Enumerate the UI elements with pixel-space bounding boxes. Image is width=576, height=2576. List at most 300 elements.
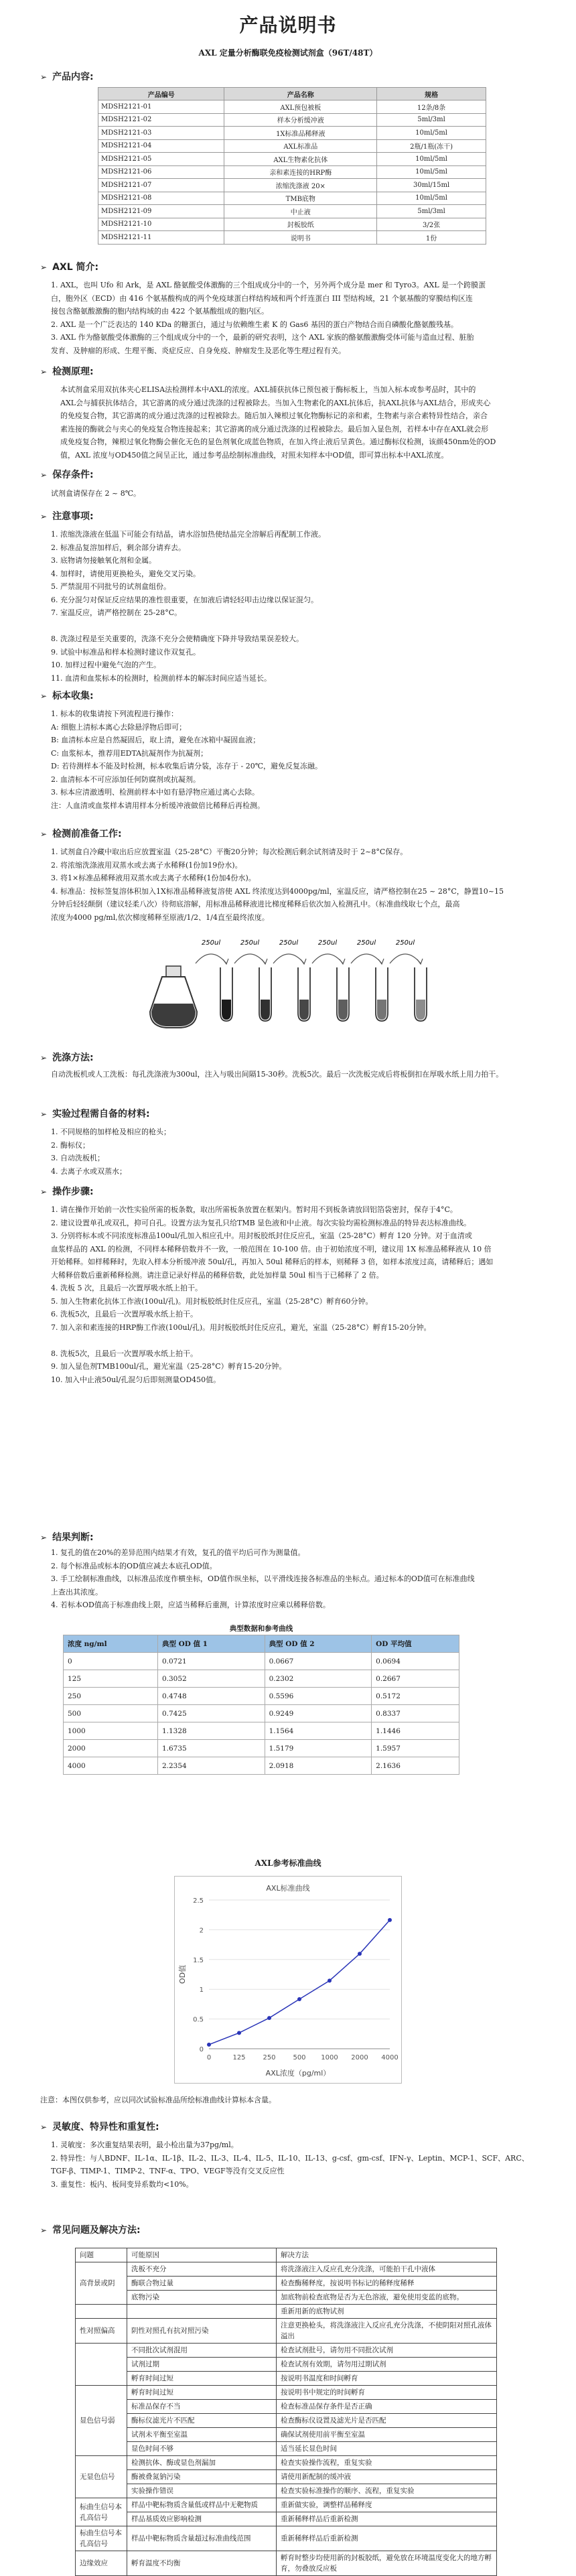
- test-tube-icon: [351, 954, 388, 1021]
- troubleshooting-cell: 检查标准品保存条件是否正确: [277, 2400, 497, 2414]
- product-table-cell: 亲和素连接的HRP酶: [224, 165, 377, 179]
- troubleshooting-cell: 按说明书中规定的时间孵育: [277, 2386, 497, 2400]
- intro-items-line: 2. AXL 是一个广泛表达的 140 KDa 的糖蛋白，通过与依赖维生素 K 的 Gas6 基因的蛋白产物结合而自磷酸化酪氨酸残基。: [51, 320, 458, 329]
- product-table: [98, 87, 486, 245]
- sample-items-line: B: 血清标本应是自然凝固后，取上清，避免在冰箱中凝固血液；: [51, 736, 261, 744]
- troubleshooting-cell: 样品基质效应影响检测: [127, 2512, 277, 2526]
- troubleshooting-problem-cell: [76, 2344, 127, 2386]
- product-table-cell: 样本分析缓冲液: [224, 113, 377, 127]
- table-row: [76, 2498, 497, 2512]
- section-heading-principle: ➢ 检测原理:: [40, 366, 94, 377]
- troubleshooting-cell: 重新做实验，调整样品稀释度: [277, 2498, 497, 2512]
- principle-lines-line: 成免疫复合物，辣根过氧化物酶会催化无色的显色剂氧化成蓝色物质，在加入终止液后呈黄色。通过酶标仪检测，该颜450nm处的OD: [60, 437, 496, 446]
- intro-items-line: 1. AXL，也叫 Ufo 和 Ark，是 AXL 酪氨酸受体激酶的三个组成成分中的一个，另外两个成分是 mer 和 Tyro3。AXL 是一个跨膜蛋: [51, 281, 486, 289]
- table-row: [98, 192, 486, 205]
- table-row: [64, 1757, 459, 1775]
- x-tick-label: 125: [232, 2054, 246, 2061]
- x-tick-label: 0: [206, 2054, 212, 2061]
- product-table-cell: 30ml/15ml: [377, 179, 486, 192]
- product-table-cell: 10ml/5ml: [377, 165, 486, 179]
- principle-lines-line: 本试剂盒采用双抗体夹心ELISA法检测样本中AXL的浓度。AXL捕获抗体已预包被于酶标板上，当加入标本或参考品时，其中的: [60, 385, 476, 394]
- troubleshooting-cell: 确保试剂使用前平衡至室温: [277, 2428, 497, 2442]
- notes-items-line: 8. 洗涤过程是至关重要的，洗涤不充分会使精确度下降并导致结果误差较大。: [51, 634, 303, 643]
- product-table-cell: 12条/8条: [377, 100, 486, 114]
- steps-items-line: 6. 洗板5次，且最后一次置厚吸水纸上拍干。: [51, 1310, 198, 1318]
- materials-items-line: 3. 自动洗板机；: [51, 1154, 104, 1162]
- results-items-line: 2. 每个标准品或标本的OD值应减去本底孔OD值。: [51, 1561, 217, 1570]
- data-point: [267, 2016, 271, 2020]
- transfer-volume-label: 250ul: [356, 939, 376, 947]
- intro-items-line: 白，胞外区（ECD）由 416 个氨基酸构成的两个免疫球蛋白样结构域和两个纤连蛋白 III 型结构域，21 个氨基酸的穿膜结构区连: [51, 293, 473, 303]
- section-heading-contents: ➢ 产品内容:: [40, 72, 94, 82]
- arrow-bullet-icon: ➢: [40, 2122, 48, 2132]
- prep-items-line: 4. 标准品：按标签复溶体积加入1X标准品稀释液复溶使 AXL 终浓度达到4000pg/ml，室温反应，请严格控制在25 ~ 28°C，静置10~15: [51, 886, 504, 896]
- troubleshooting-cell: 试剂未平衡至室温: [127, 2428, 277, 2442]
- troubleshooting-cell: 底物污染: [127, 2291, 277, 2305]
- prep-list: [51, 845, 547, 924]
- prep-items-line: 3. 将1×标准品稀释液用双蒸水或去离子水稀释(1份加4份水)。: [51, 874, 256, 882]
- troubleshooting-cell: 显色时间不够: [127, 2442, 277, 2456]
- product-table-cell: AXL预包被板: [224, 100, 377, 114]
- transfer-volume-label: 250ul: [240, 939, 260, 947]
- intro-items-line: 接包含酪氨酸激酶的胞内结构域的由 422 个氨基酸组成的胞内区。: [51, 307, 269, 316]
- performance-items-line: TGF-β、TIMP-1、TIMP-2、TNF-α、TPO、VEGF等没有交叉反应性: [51, 2167, 285, 2175]
- x-tick-label: 250: [263, 2054, 276, 2061]
- troubleshooting-problem-cell: 性对照偏高: [76, 2319, 127, 2344]
- reference-table-cell: 0.0721: [157, 1653, 265, 1670]
- test-tube-icon: [312, 954, 349, 1021]
- troubleshooting-cell: 孵育时间过短: [127, 2372, 277, 2386]
- transfer-arrow-icon: [196, 954, 226, 963]
- product-table-cell: 1X标准品稀释液: [224, 127, 377, 140]
- section-heading-steps: ➢ 操作步骤:: [40, 1187, 94, 1197]
- troubleshooting-cell: 重新用新的底物试剂: [277, 2305, 497, 2319]
- y-tick-label: 0.5: [193, 2016, 204, 2024]
- test-tube-icon: [234, 954, 271, 1021]
- test-tube-icon: [390, 954, 427, 1021]
- y-tick-label: 0: [199, 2046, 204, 2053]
- notes-items-line: [51, 620, 547, 633]
- data-point: [237, 2031, 241, 2035]
- transfer-arrow-icon: [390, 954, 421, 963]
- steps-items-line: 血浆样品的 AXL 的检测，不同样本稀释倍数并不一致，一般范围在 10-100 倍。由于初始浓度不明，建议用 1X 标准品稀释液从 10 倍: [51, 1244, 492, 1253]
- product-table-cell: MDSH2121-10: [98, 218, 224, 231]
- table-row: [98, 100, 486, 114]
- y-tick-label: 1: [199, 1986, 204, 1994]
- table-row: [76, 2400, 497, 2414]
- sample-items-line: 1. 标本的收集请按下列流程进行操作：: [51, 709, 178, 718]
- reference-table-cell: 0.3052: [157, 1670, 265, 1688]
- reference-table-cell: 125: [64, 1670, 158, 1688]
- reference-table-cell: 4000: [64, 1757, 158, 1775]
- principle-paragraph: [60, 383, 556, 462]
- performance-items-line: 2. 特异性：与人BDNF、IL-1α、IL-1β、IL-2、IL-3、IL-4、IL-5、IL-10、IL-13、g-csf、gm-csf、IFN-γ、Leptin、MCP-1、SCF、ARC、: [51, 2153, 529, 2163]
- troubleshooting-cell: 孵育温度不均衡: [127, 2551, 277, 2576]
- arrow-bullet-icon: ➢: [40, 829, 48, 839]
- reference-table-cell: 2.1636: [372, 1757, 459, 1775]
- results-items-line: 4. 若标本OD值高于标准曲线上限，应适当稀释后重测，计算浓度时应乘以稀释倍数。: [51, 1601, 330, 1609]
- troubleshooting-problem-cell: 标曲生信号本孔高信号: [76, 2526, 127, 2551]
- troubleshooting-cell: 实验操作错误: [127, 2484, 277, 2498]
- arrow-bullet-icon: ➢: [40, 263, 48, 272]
- steps-items-line: 5. 加入生物素化抗体工作液(100ul/孔)。用封板胶纸封住反应孔，室温（25-28°C）孵育60分钟。: [51, 1296, 373, 1306]
- arrow-bullet-icon: ➢: [40, 1187, 48, 1197]
- intro-list: [51, 279, 547, 357]
- materials-items-line: 4. 去离子水或双蒸水；: [51, 1166, 127, 1176]
- section-heading-results: ➢ 结果判断:: [40, 1532, 94, 1543]
- document-subtitle: AXL 定量分析酶联免疫检测试剂盒（96T/48T）: [198, 48, 378, 58]
- x-tick-label: 500: [293, 2054, 306, 2061]
- sample-items-line: 3. 标本应清澈透明、检测前样本中如有悬浮物应通过离心去除。: [51, 788, 259, 797]
- transfer-arrow-icon: [273, 954, 304, 963]
- troubleshooting-cell: 检测抗体、酶或显色剂漏加: [127, 2456, 277, 2470]
- reference-table-cell: 0.4748: [157, 1688, 265, 1705]
- steps-items-line: 3. 分别将标本或不同浓度标准品100ul/孔加入相应孔中。用封板胶纸封住反应孔，室温（25-28°C）孵育 120 分钟。对于血清或: [51, 1231, 472, 1240]
- prep-items-line: 1. 试剂盒自冷藏中取出后应放置室温（25-28°C）平衡20分钟；每次检测后剩余试剂请及时于 2~8°C保存。: [51, 848, 408, 856]
- arrow-bullet-icon: ➢: [40, 512, 48, 521]
- results-list: [51, 1546, 547, 1612]
- results-items-line: 3. 手工绘制标准曲线，以标准品浓度作横坐标，OD值作纵坐标，以平滑线连接各标准品的坐标点。通过标本的OD值可在标准曲线: [51, 1574, 475, 1583]
- chart-frame: [175, 1877, 402, 2084]
- troubleshooting-cell: 样品中靶标物质含量低或样品中无靶物质: [127, 2498, 277, 2512]
- troubleshooting-cell: 检查酶标仪设置及滤光片是否匹配: [277, 2414, 497, 2428]
- table-row: [76, 2305, 497, 2319]
- transfer-volume-label: 250ul: [279, 939, 299, 947]
- reference-table-cell: 1.1328: [157, 1722, 265, 1740]
- arrow-bullet-icon: ➢: [40, 1109, 48, 1119]
- data-point: [388, 1918, 392, 1922]
- table-row: [98, 218, 486, 231]
- chart-title: AXL参考标准曲线: [255, 1858, 321, 1868]
- table-row: [64, 1670, 459, 1688]
- principle-lines-line: 的免疫复合物，其它游离的成分通过洗涤的过程被除去。随后加入辣根过氧化物酶标记的亲和素，生物素与亲合素特异性结合，亲合: [60, 411, 488, 420]
- troubleshooting-cell: 试剂过期: [127, 2358, 277, 2372]
- table-row: [76, 2277, 497, 2291]
- section-heading-wash: ➢ 洗涤方法:: [40, 1053, 94, 1063]
- reference-table-cell: 1.6735: [157, 1740, 265, 1757]
- product-table-cell: AXL标准品: [224, 139, 377, 153]
- product-table-cell: 5ml/3ml: [377, 205, 486, 218]
- x-tick-label: 4000: [381, 2054, 399, 2061]
- data-point: [207, 2043, 211, 2047]
- troubleshooting-cell: 洗板不充分: [127, 2262, 277, 2277]
- chart-y-label: OD值: [178, 1964, 187, 1984]
- reference-table-cell: 250: [64, 1688, 158, 1705]
- table-row: [64, 1722, 459, 1740]
- table-row: [98, 165, 486, 179]
- product-table-cell: MDSH2121-01: [98, 100, 224, 114]
- reference-table-cell: 0.5172: [372, 1688, 459, 1705]
- notes-items-line: 3. 底物请勿接触氧化剂和金属。: [51, 556, 156, 565]
- product-table-cell: MDSH2121-08: [98, 192, 224, 205]
- troubleshooting-problem-cell: 边缘效应: [76, 2551, 127, 2576]
- product-table-cell: 10ml/5ml: [377, 127, 486, 140]
- notes-list: [51, 528, 547, 685]
- performance-items-line: 1. 灵敏度：多次重复结果表明，最小检出量为37pg/ml。: [51, 2141, 238, 2149]
- x-tick-label: 2000: [351, 2054, 368, 2061]
- table-row: [76, 2526, 497, 2551]
- table-row: [98, 113, 486, 127]
- product-table-cell: 浓缩洗涤液 20×: [224, 179, 377, 192]
- reference-table-cell: 0.2302: [265, 1670, 372, 1688]
- table-row: [76, 2358, 497, 2372]
- wash-text: 自动洗板机或人工洗板：每孔洗涤液为300ul，注入与吸出间隔15-30秒。洗板5次。最后一次洗板完成后将板倒扣在厚吸水纸上用力拍干。: [51, 1070, 504, 1079]
- transfer-volume-label: 250ul: [201, 939, 221, 947]
- troubleshooting-cell: 酶联合物过量: [127, 2277, 277, 2291]
- steps-items-line: 7. 加入亲和素连接的HRP酶工作液(100ul/孔)。用封板胶纸封住反应孔，避光，室温（25-28°C）孵育15-20分钟。: [51, 1323, 431, 1332]
- product-table-cell: MDSH2121-07: [98, 179, 224, 192]
- product-table-cell: 说明书: [224, 231, 377, 245]
- notes-items-line: 6. 充分混匀对保证反应结果的准性很重要，在加液后请轻轻叩击边缘以保证混匀。: [51, 595, 318, 604]
- troubleshooting-problem-cell: 无显色信号: [76, 2456, 127, 2498]
- table-row: [76, 2372, 497, 2386]
- arrow-bullet-icon: ➢: [40, 367, 48, 377]
- troubleshooting-cell: 检查实验标准操作的顺序、流程，重复实验: [277, 2484, 497, 2498]
- product-table-header: 规格: [377, 88, 486, 100]
- reference-data-table: [63, 1621, 459, 1775]
- results-items-line: 1. 复孔的值在20%的差异范围内结果才有效，复孔的值平均后可作为测量值。: [51, 1548, 305, 1557]
- principle-lines-line: 值，AXL 浓度与OD450值之间呈正比，通过参考品绘制标准曲线，对照未知样本中OD值，即可算出标本中AXL浓度。: [60, 450, 449, 460]
- product-table-cell: 10ml/5ml: [377, 153, 486, 166]
- troubleshooting-cell: 样品中靶标物质含量超过标准曲线范围: [127, 2526, 277, 2551]
- table-row: [98, 231, 486, 245]
- reference-table-cell: 0.7425: [157, 1705, 265, 1722]
- prep-items-line: 分钟后轻轻颠倒（建议轻柔八次）待彻底溶解，用标准品稀释液进比梯度稀释后依次加入检测孔中。（标准曲线取七个点，最高: [51, 900, 460, 908]
- steps-list: [51, 1203, 547, 1386]
- table-row: [98, 153, 486, 166]
- principle-lines-line: 素连接的酶就会与夹心的免疫复合物连接起来；其它游离的成分通过洗涤的过程被除去。最后加入显色剂，若样本中存在AXL就会形: [60, 424, 489, 433]
- product-table-cell: 1份: [377, 231, 486, 245]
- troubleshooting-cell: 不同批次试剂混用: [127, 2344, 277, 2358]
- troubleshooting-cell: 将洗涤液注入反应孔充分洗涤，可能拍干孔中液体: [277, 2262, 497, 2277]
- arrow-bullet-icon: ➢: [40, 470, 48, 480]
- table-row: [64, 1740, 459, 1757]
- table-row: [76, 2291, 497, 2305]
- product-table-cell: MDSH2121-05: [98, 153, 224, 166]
- section-heading-trouble: ➢ 常见问题及解决方法:: [40, 2225, 141, 2236]
- reference-table-cell: 0.9249: [265, 1705, 372, 1722]
- table-row: [76, 2414, 497, 2428]
- product-table-cell: 3/2张: [377, 218, 486, 231]
- notes-items-line: 4. 加样时，请使用更换枪头，避免交叉污染。: [51, 569, 200, 578]
- intro-items-line: 发育、及肿瘤的形成、生理平衡、炎症反应、自身免疫、肿瘤发生及恶化等生理过程有关。: [51, 346, 346, 355]
- reference-table-cell: 0.2667: [372, 1670, 459, 1688]
- table-row: [76, 2456, 497, 2470]
- sample-items-line: 2. 血清标本不可应添加任何防腐剂或抗凝剂。: [51, 774, 200, 784]
- reference-table-header: 浓度 ng/ml: [64, 1635, 158, 1653]
- table-row: [76, 2442, 497, 2456]
- arrow-bullet-icon: ➢: [40, 2226, 48, 2235]
- troubleshooting-problem-cell: 标曲生信号本孔高信号: [76, 2498, 127, 2526]
- table-row: [76, 2319, 497, 2344]
- table-row: [98, 205, 486, 218]
- steps-items-line: 4. 洗板 5 次，且最后一次置厚吸水纸上拍干。: [51, 1284, 202, 1292]
- table-row: [76, 2551, 497, 2576]
- reference-table-cell: 2000: [64, 1740, 158, 1757]
- reference-table-cell: 1.1446: [372, 1722, 459, 1740]
- steps-items-line: 大稀释倍数后重新稀释检测。请注意记录好样品的稀释倍数，此处加样量 50ul 相当于已稀释了 2 倍。: [51, 1270, 384, 1280]
- troubleshooting-cell: 请使用新配制的缓冲液: [277, 2470, 497, 2484]
- troubleshooting-cell: 检查酶稀释度，按说明书标记的稀释度稀释: [277, 2277, 497, 2291]
- reference-table-header: 典型 OD 值 1: [157, 1635, 265, 1653]
- section-heading-intro: ➢ AXL 简介:: [40, 262, 99, 273]
- section-heading-sample: ➢ 标本收集:: [40, 691, 94, 701]
- table-row: [76, 2484, 497, 2498]
- materials-items-line: 1. 不同规格的加样枪及相应的枪头；: [51, 1128, 171, 1136]
- performance-items-line: 3. 重复性：板内、板间变异系数均<10%。: [51, 2179, 194, 2189]
- troubleshooting-header-cell: 解决方法: [277, 2248, 497, 2262]
- notes-items-line: 9. 试验中标准品和样本检测时建议作双复孔。: [51, 647, 200, 657]
- notes-items-line: 2. 标准品复溶加样后，剩余部分请弃去。: [51, 543, 186, 552]
- table-row: [64, 1688, 459, 1705]
- sample-list: [51, 707, 547, 812]
- product-table-cell: 封板胶纸: [224, 218, 377, 231]
- chart-note: 注意：本图仅供参考，应以同次试验标准品所绘标准曲线计算标本含量。: [40, 2096, 276, 2104]
- principle-lines-line: AXL会与捕获抗体结合，其它游离的成分通过洗涤的过程被除去。当加入生物素化的AXL抗体后，抗AXL抗体与AXL结合，形成夹心: [60, 398, 491, 407]
- product-table-cell: AXL生物素化抗体: [224, 153, 377, 166]
- troubleshooting-cell: 孵育时整步均使用新的封板胶纸，避免放在环境温度变化大的地方孵育，勿叠放反应板: [277, 2551, 497, 2576]
- data-point: [297, 1997, 301, 2001]
- reference-table-cell: 2.0918: [265, 1757, 372, 1775]
- materials-list: [51, 1126, 547, 1178]
- troubleshooting-problem-cell: 高背景或阴: [76, 2262, 127, 2305]
- steps-items-line: 10. 加入中止液50ul/孔混匀后即刻测量OD450值。: [51, 1375, 221, 1384]
- troubleshooting-cell: 注意更换枪头，将洗涤液注入反应孔充分洗涤，不使阴阳对照孔液体溢出: [277, 2319, 497, 2344]
- table-row: [98, 179, 486, 192]
- steps-items-line: [51, 1334, 547, 1347]
- arrow-bullet-icon: ➢: [40, 1053, 48, 1063]
- transfer-volume-label: 250ul: [317, 939, 338, 947]
- section-heading-performance: ➢ 灵敏度、特异性和重复性:: [40, 2122, 159, 2132]
- product-table-cell: MDSH2121-03: [98, 127, 224, 140]
- x-tick-label: 1000: [321, 2054, 338, 2061]
- prep-items-line: 2. 将浓缩洗涤液用双蒸水或去离子水稀释(1份加19份水)。: [51, 860, 242, 870]
- product-table-cell: 2瓶/1瓶(冻干): [377, 139, 486, 153]
- reference-table-cell: 1.1564: [265, 1722, 372, 1740]
- troubleshooting-cell: 按说明书温度和时间孵育: [277, 2372, 497, 2386]
- transfer-arrow-icon: [351, 954, 382, 963]
- table-row: [76, 2428, 497, 2442]
- y-tick-label: 1.5: [193, 1956, 204, 1964]
- troubleshooting-problem-cell: [76, 2305, 127, 2319]
- troubleshooting-cell: 重新稀释样品后重新检测: [277, 2526, 497, 2551]
- product-table-cell: 10ml/5ml: [377, 192, 486, 205]
- table-row: [64, 1653, 459, 1670]
- test-tube-icon: [196, 954, 232, 1021]
- troubleshooting-cell: 检查实验操作流程，重复实验: [277, 2456, 497, 2470]
- reference-table-header: OD 平均值: [372, 1635, 459, 1653]
- transfer-volume-label: 250ul: [395, 939, 415, 947]
- sample-items-line: C: 血浆标本，推荐用EDTA抗凝剂作为抗凝剂；: [51, 748, 208, 758]
- troubleshooting-cell: [127, 2305, 277, 2319]
- steps-items-line: 1. 请在操作开始前一次性实验所需的板条数，取出所需板条放置在框架内。暂时用不到板条请放回铝箔袋密封，保存于4°C。: [51, 1205, 457, 1214]
- troubleshooting-cell: 孵育时间过短: [127, 2386, 277, 2400]
- steps-items-line: 9. 加入显色剂TMB100ul/孔，避光室温（25-28°C）孵育15-20分钟。: [51, 1362, 287, 1371]
- troubleshooting-cell: 加底物前检查底物是否为无色溶液，避免使用变蓝的底物。: [277, 2291, 497, 2305]
- troubleshooting-cell: 重新稀释样品后重新检测: [277, 2512, 497, 2526]
- troubleshooting-table: [75, 2248, 497, 2576]
- arrow-bullet-icon: ➢: [40, 691, 48, 701]
- product-table-cell: MDSH2121-11: [98, 231, 224, 245]
- storage-text: 试剂盒请保存在 2 ~ 8℃。: [51, 489, 141, 498]
- table-row: [64, 1705, 459, 1722]
- product-table-cell: TMB底物: [224, 192, 377, 205]
- troubleshooting-cell: 标准品保存不当: [127, 2400, 277, 2414]
- transfer-arrow-icon: [234, 954, 265, 963]
- chart-x-label: AXL浓度（pg/ml）: [265, 2069, 331, 2078]
- table-row: [76, 2470, 497, 2484]
- table-row: [76, 2344, 497, 2358]
- data-point: [358, 1952, 362, 1956]
- product-table-cell: 中止液: [224, 205, 377, 218]
- chart-legend: AXL标准曲线: [266, 1884, 310, 1893]
- product-table-cell: 5ml/3ml: [377, 113, 486, 127]
- test-tube-icon: [273, 954, 310, 1021]
- troubleshooting-header-cell: 可能原因: [127, 2248, 277, 2262]
- section-heading-materials: ➢ 实验过程需自备的材料:: [40, 1109, 150, 1120]
- troubleshooting-cell: 酶被叠氮钠污染: [127, 2470, 277, 2484]
- reference-table-cell: 500: [64, 1705, 158, 1722]
- troubleshooting-cell: 检查试剂有效期，请勿用过期试剂: [277, 2358, 497, 2372]
- performance-list: [51, 2139, 547, 2191]
- reference-table-cell: 1.5179: [265, 1740, 372, 1757]
- section-heading-prep: ➢ 检测前准备工作:: [40, 829, 122, 839]
- reference-table-cell: 0: [64, 1653, 158, 1670]
- steps-items-line: 2. 建议设置单孔或双孔，抑可自孔。设置方法为复孔只给TMB 显色液和中止液。每次实验均需检测标准品的特异表达标准曲线。: [51, 1218, 472, 1227]
- y-tick-label: 2.5: [193, 1897, 204, 1905]
- notes-items-line: 11. 血清和血浆标本的检测时，检测前样本的解冻时间应适当延长。: [51, 673, 271, 683]
- stock-bottle-icon: [150, 966, 197, 1028]
- notes-items-line: 5. 严禁混用不同批号的试剂盒组份。: [51, 582, 171, 591]
- reference-table-header: 典型 OD 值 2: [265, 1635, 372, 1653]
- troubleshooting-cell: 阴性对照孔有抗对照污染: [127, 2319, 277, 2344]
- dilution-diagram: [147, 927, 462, 1034]
- section-heading-storage: ➢ 保存条件:: [40, 470, 94, 480]
- transfer-arrow-icon: [312, 954, 343, 963]
- table-row: [98, 139, 486, 153]
- section-heading-notes: ➢ 注意事项:: [40, 511, 94, 522]
- materials-items-line: 2. 酶标仪；: [51, 1140, 90, 1150]
- standard-curve-chart: [174, 1876, 402, 2084]
- table-row: [98, 127, 486, 140]
- steps-items-line: 开始稀释。如样稀释时，先取入样本分析缓冲液 50ul/孔，再加入 50ul 稀释后的样本，则稀释 3 倍，如样本浓度过高，请稀释后；遇如: [51, 1258, 494, 1266]
- notes-items-line: 10. 加样过程中避免气泡的产生。: [51, 661, 161, 669]
- troubleshooting-problem-cell: 显色信号弱: [76, 2386, 127, 2456]
- steps-items-line: 8. 洗板5次，且最后一次置厚吸水纸上拍干。: [51, 1349, 198, 1358]
- product-table-cell: MDSH2121-04: [98, 139, 224, 153]
- table-row: [76, 2248, 497, 2262]
- table-row: [76, 2386, 497, 2400]
- product-table-header: 产品名称: [224, 88, 377, 100]
- reference-table-cell: 1000: [64, 1722, 158, 1740]
- table-row: [76, 2262, 497, 2277]
- reference-table-cell: 0.5596: [265, 1688, 372, 1705]
- notes-items-line: 1. 浓缩洗涤液在低温下可能会有结晶，请水浴加热使结晶完全溶解后再配制工作液。: [51, 530, 326, 539]
- table-row: [76, 2512, 497, 2526]
- y-tick-label: 2: [199, 1927, 204, 1935]
- data-point: [328, 1978, 332, 1982]
- troubleshooting-cell: 适当延长显色时间: [277, 2442, 497, 2456]
- troubleshooting-cell: 检查试剂批号，请勿用不同批次试剂: [277, 2344, 497, 2358]
- results-items-line: 上查出其浓度。: [51, 1587, 102, 1597]
- arrow-bullet-icon: ➢: [40, 72, 48, 82]
- product-table-cell: MDSH2121-02: [98, 113, 224, 127]
- troubleshooting-header-cell: 问题: [76, 2248, 127, 2262]
- reference-table-cell: 1.5957: [372, 1740, 459, 1757]
- document-title: 产品说明书: [239, 14, 337, 36]
- reference-table-cell: 0.0667: [265, 1653, 372, 1670]
- sample-items-line: 注：人血清或血浆样本请用样本分析缓冲液做倍比稀释后再检测。: [51, 801, 265, 810]
